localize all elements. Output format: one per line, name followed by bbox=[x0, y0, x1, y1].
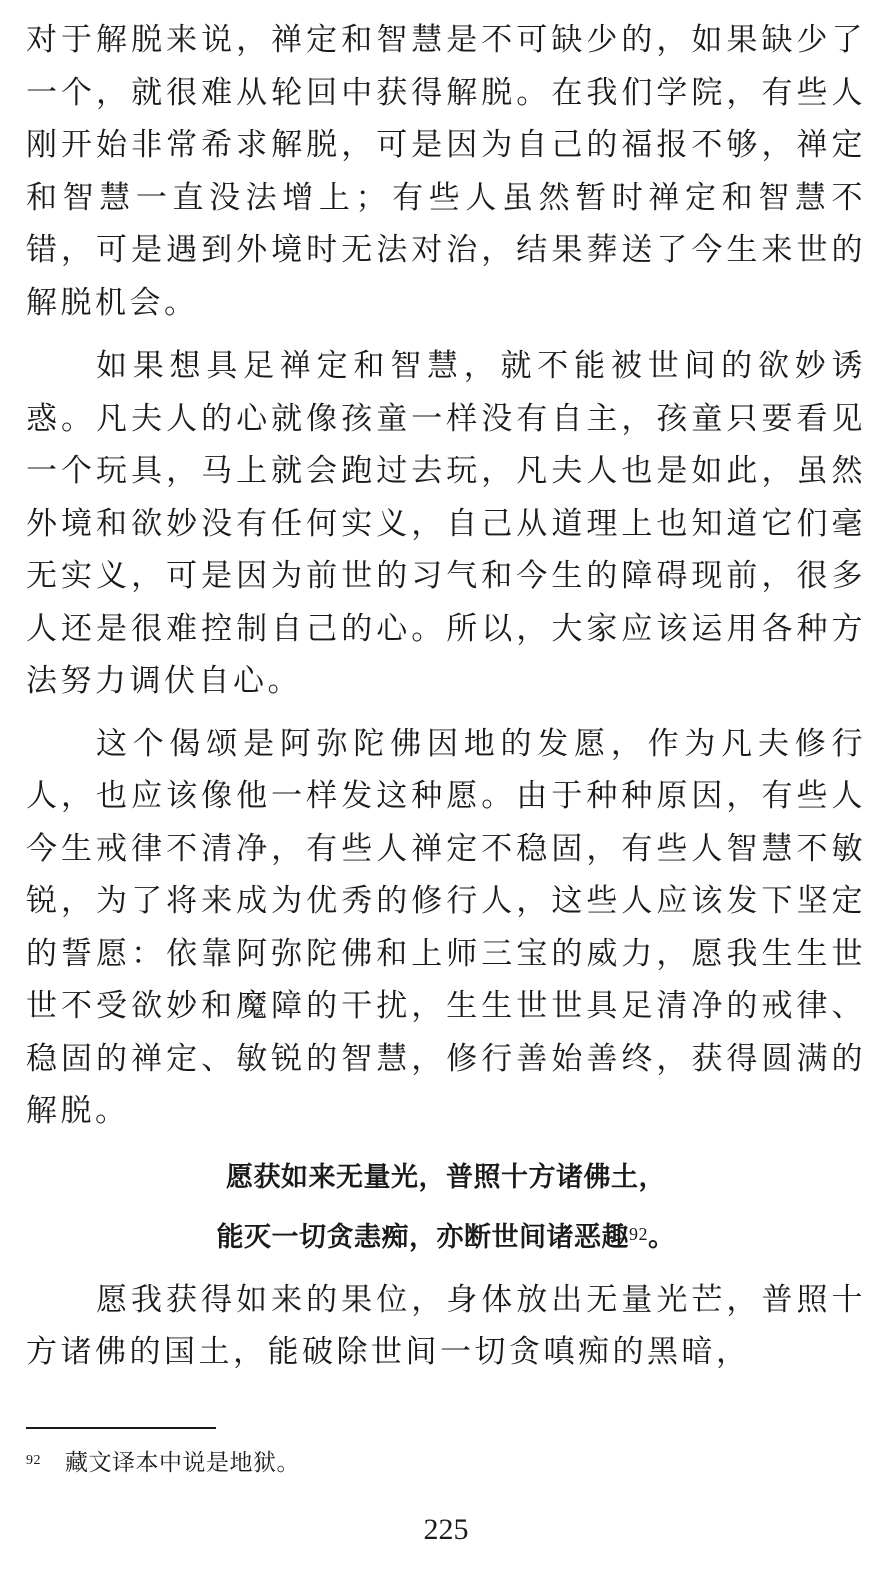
footnote-number: 92 bbox=[26, 1453, 41, 1468]
footnote-reference[interactable]: 92 bbox=[629, 1223, 648, 1244]
page-number: 225 bbox=[423, 1513, 469, 1546]
paragraph-2: 如果想具足禅定和智慧，就不能被世间的欲妙诱惑。凡夫人的心就像孩童一样没有自主，孩童只要看见一个玩具，马上就会跑过去玩，凡夫人也是如此，虽然外境和欲妙没有任何实义，自己从道理上也知道它们毫无实义，可是因为前世的习气和今生的障碍现前，很多人还是很难控制自己的心。所以，大家应该运用各种方法努力调伏自心。 bbox=[26, 348, 866, 699]
footnote-text: 藏文译本中说是地狱。 bbox=[65, 1450, 300, 1476]
verse-line-2 bbox=[26, 1208, 866, 1268]
footnote bbox=[26, 1446, 300, 1480]
verse-line-2-end: 。 bbox=[648, 1221, 676, 1253]
verse-line-2-text: 能灭一切贪恚痴，亦断世间诸恶趣 bbox=[216, 1221, 629, 1253]
footnote-divider bbox=[26, 1427, 216, 1429]
commentary-paragraph: 愿我获得如来的果位，身体放出无量光芒，普照十方诸佛的国土，能破除世间一切贪嗔痴的黑暗， bbox=[26, 1281, 866, 1370]
paragraph-1: 对于解脱来说，禅定和智慧是不可缺少的，如果缺少了一个，就很难从轮回中获得解脱。在我们学院，有些人刚开始非常希求解脱，可是因为自己的福报不够，禅定和智慧一直没法增上；有些人虽然暂时禅定和智慧不错，可是遇到外境时无法对治，结果葬送了今生来世的解脱机会。 bbox=[26, 22, 866, 321]
paragraph-3: 这个偈颂是阿弥陀佛因地的发愿，作为凡夫修行人，也应该像他一样发这种愿。由于种种原因，有些人今生戒律不清净，有些人禅定不稳固，有些人智慧不敏锐，为了将来成为优秀的修行人，这些人应该发下坚定的誓愿：依靠阿弥陀佛和上师三宝的威力，愿我生生世世不受欲妙和魔障的干扰，生生世世具足清净的戒律、稳固的禅定、敏锐的智慧，修行善始善终，获得圆满的解脱。 bbox=[26, 725, 866, 1129]
verse-block bbox=[26, 1148, 866, 1268]
page-body bbox=[26, 14, 866, 1389]
verse-line-1: 愿获如来无量光，普照十方诸佛土， bbox=[226, 1161, 666, 1193]
